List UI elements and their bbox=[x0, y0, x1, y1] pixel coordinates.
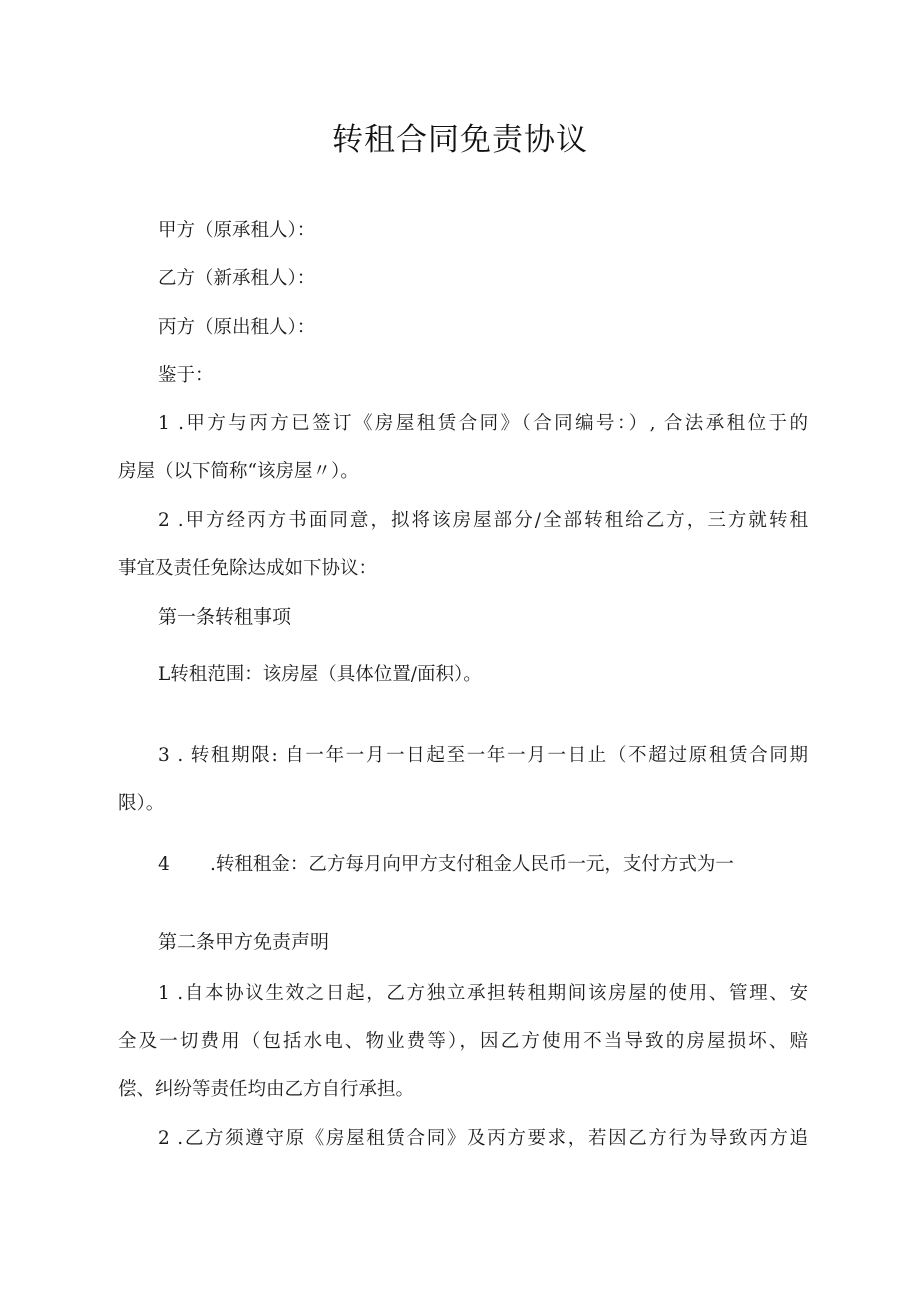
article2-item2-line1: 2 .乙方须遵守原《房屋租赁合同》及丙方要求，若因乙方行为导致丙方追 bbox=[158, 1128, 808, 1149]
party-c-line: 丙方（原出租人）： bbox=[158, 317, 316, 338]
article1-rent-text: .转租租金：乙方每月向甲方支付租金人民币一元，支付方式为一 bbox=[210, 854, 734, 875]
party-b-line: 乙方（新承租人）： bbox=[158, 268, 316, 289]
article1-scope: L转租范围：该房屋（具体位置/面积）。 bbox=[158, 664, 482, 685]
recital-item2-line2: 事宜及责任免除达成如下协议： bbox=[118, 558, 378, 579]
recital-item1-line1: 1 .甲方与丙方已签订《房屋租赁合同》（合同编号：）, 合法承租位于的 bbox=[158, 413, 808, 434]
article2-item1-line3: 偿、纠纷等责任均由乙方自行承担。 bbox=[118, 1079, 415, 1100]
document-title: 转租合同免责协议 bbox=[332, 122, 588, 158]
article1-heading: 第一条转租事项 bbox=[158, 606, 292, 628]
article1-term-line1: 3 . 转租期限: 自一年一月一日起至一年一月一日止（不超过原租赁合同期 bbox=[158, 745, 808, 766]
recital-item2-line1: 2 .甲方经丙方书面同意，拟将该房屋部分/全部转租给乙方，三方就转租 bbox=[158, 510, 808, 531]
article2-heading: 第二条甲方免责声明 bbox=[158, 931, 330, 953]
article1-rent-number: 4 bbox=[158, 854, 170, 875]
article2-item1-line1: 1 .自本协议生效之日起，乙方独立承担转租期间该房屋的使用、管理、安 bbox=[158, 983, 808, 1004]
article1-term-line2: 限）。 bbox=[118, 793, 165, 814]
recital-item1-line2: 房屋（以下简称“该房屋〃）。 bbox=[118, 461, 359, 482]
recital-lead: 鉴于： bbox=[158, 365, 214, 386]
article2-item1-line2: 全及一切费用（包括水电、物业费等），因乙方使用不当导致的房屋损坏、赔 bbox=[118, 1031, 808, 1052]
party-a-line: 甲方（原承租人）： bbox=[158, 220, 316, 241]
